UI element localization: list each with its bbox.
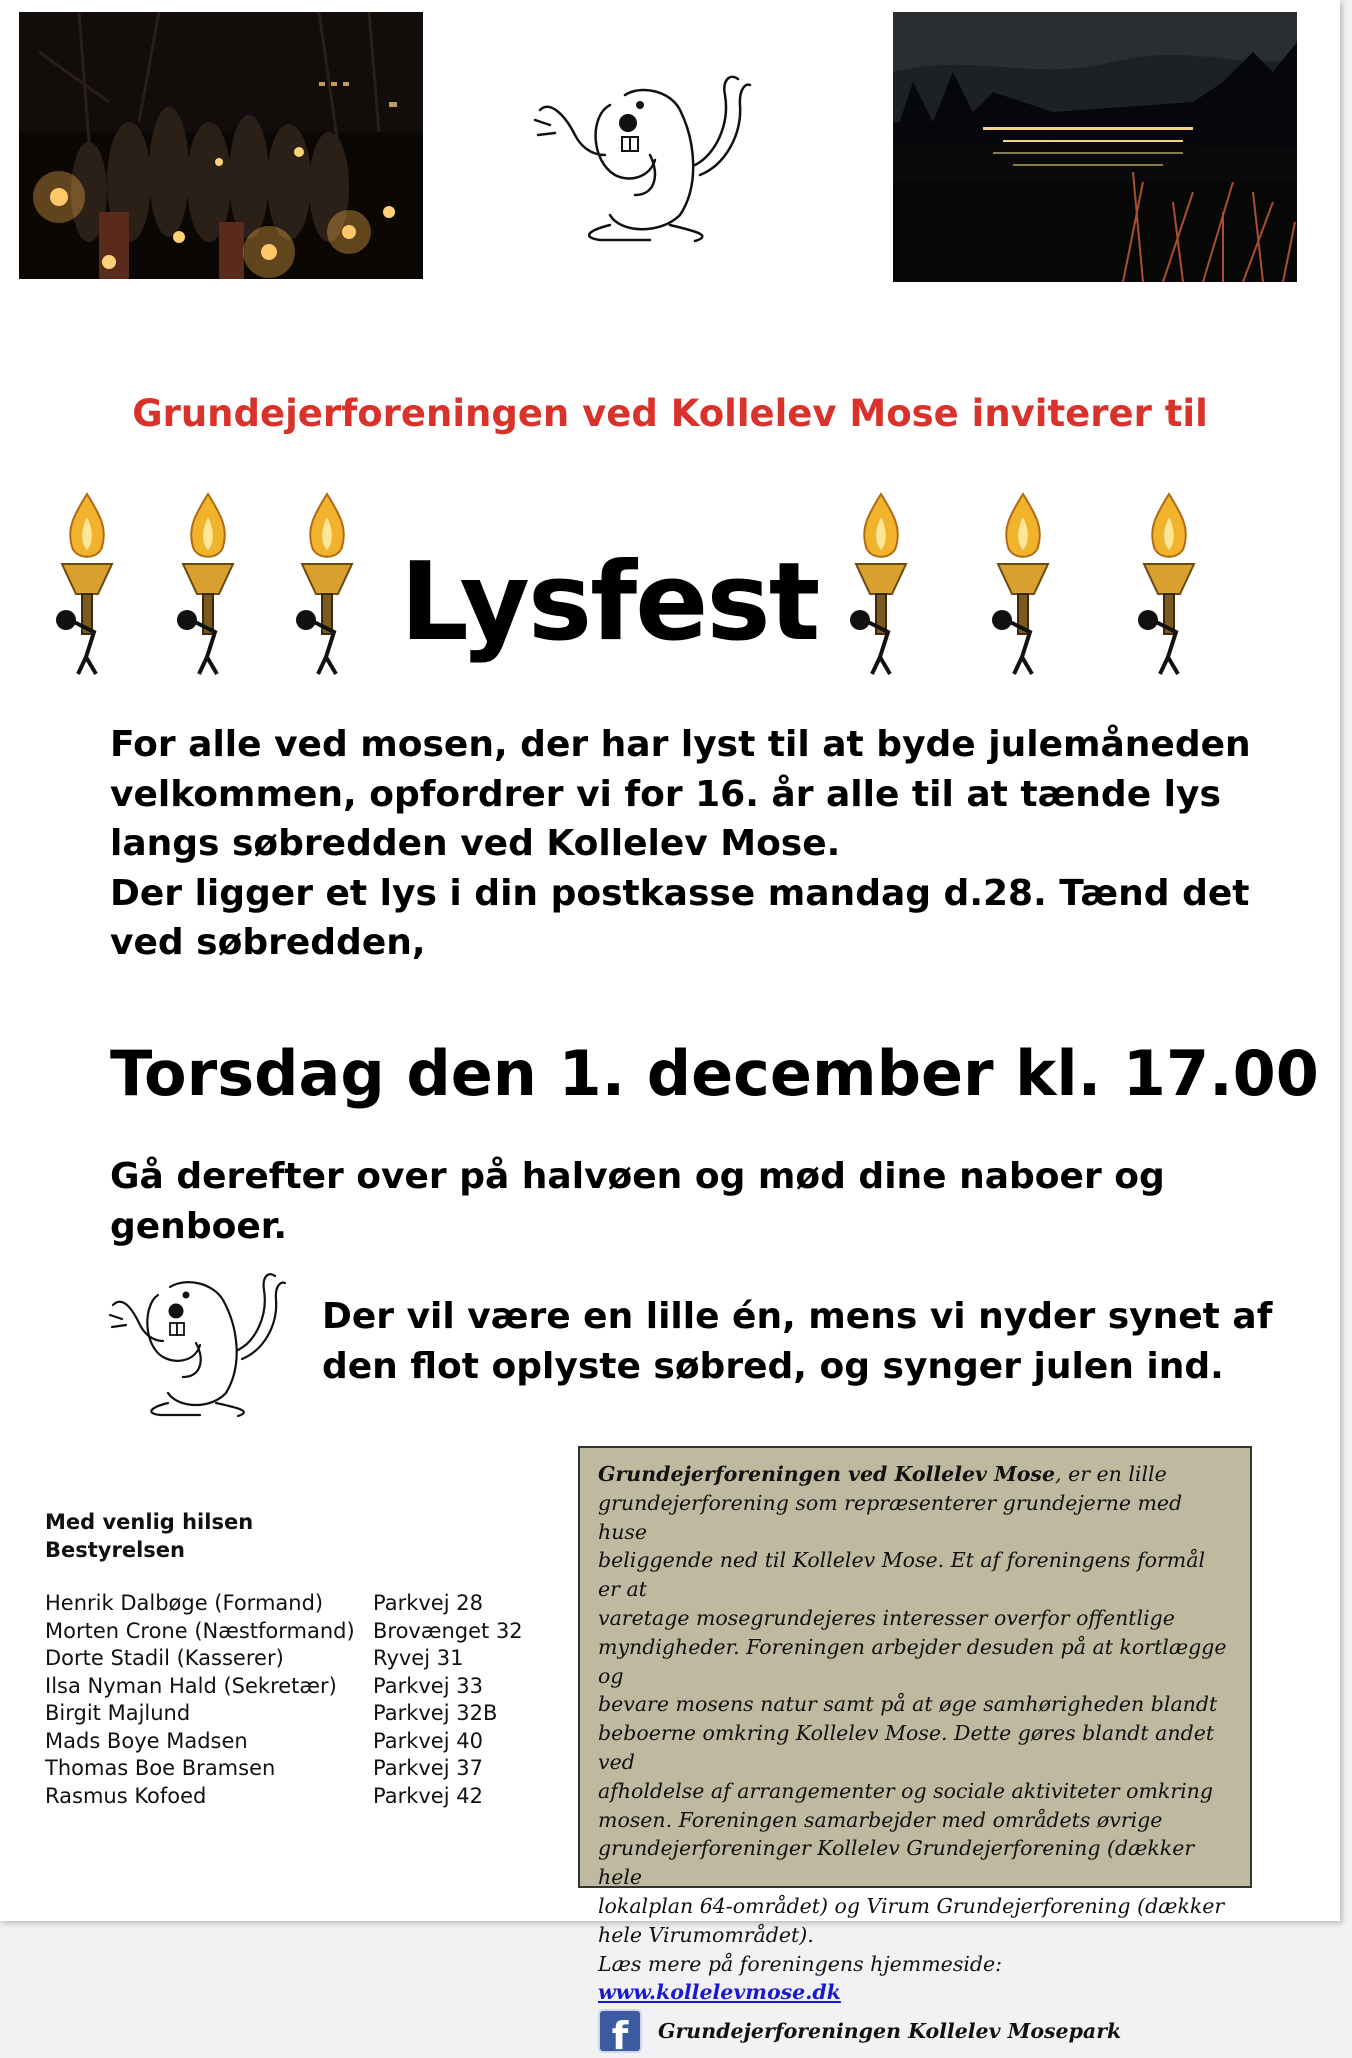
torch-icon [1136,492,1202,678]
board-line: Bestyrelsen [45,1538,185,1562]
signature-greeting [45,1508,253,1564]
invite-line: Grundejerforeningen ved Kollelev Mose inviterer til [132,392,1208,435]
member-name: Birgit Majlund [45,1701,191,1725]
list-item [45,1645,523,1673]
description-line: velkommen, opfordrer vi for 16. år alle til at tænde lys [110,773,1221,815]
member-name: Thomas Boe Bramsen [45,1756,276,1780]
info-line [598,1460,1232,1489]
event-after [110,1152,1260,1252]
member-address: Parkvej 42 [373,1783,483,1808]
facebook-icon[interactable]: f [598,2009,642,2053]
torch-icon [990,492,1056,678]
org-name: Grundejerforeningen ved Kollelev Mose [598,1462,1056,1486]
after-line: Gå derefter over på halvøen og mød dine naboer og [110,1156,1165,1197]
member-name: Rasmus Kofoed [45,1783,207,1808]
member-address: Parkvej 32B [373,1701,498,1725]
torch-icon [848,492,914,678]
info-line: grundejerforeninger Kollelev Grundejerforening (dækker hele [598,1836,1195,1890]
member-address: Ryvej 31 [373,1646,464,1670]
website-link[interactable]: www.kollelevmose.dk [598,1980,841,2005]
member-name: Henrik Dalbøge (Formand) [45,1591,324,1615]
list-item [45,1783,523,1811]
member-address: Parkvej 33 [373,1673,483,1698]
facebook-row[interactable] [598,2009,1232,2058]
list-item [45,1673,523,1701]
beaver-mascot-icon [530,65,760,245]
member-name: Ilsa Nyman Hald (Sekretær) [45,1673,337,1698]
member-name: Dorte Stadil (Kasserer) [45,1646,284,1670]
facebook-label[interactable]: Grundejerforeningen Kollelev Mosepark [658,2018,1122,2043]
event-description [110,720,1290,968]
board-members-list [45,1590,523,1810]
read-more-text: Læs mere på foreningens hjemmeside: [598,1951,1003,1976]
info-line: varetage mosegrundejeres interesser overfor offentlige [598,1605,1175,1630]
member-address: Brovænget 32 [373,1618,523,1643]
read-more-line [598,1950,1232,2008]
event-song [322,1292,1322,1392]
info-line: mosen. Foreningen samarbejder med områdets øvrige [598,1807,1163,1832]
member-address: Parkvej 28 [373,1591,483,1615]
list-item [45,1590,523,1618]
info-line: beboerne omkring Kollelev Mose. Dette gøres blandt andet ved [598,1721,1215,1774]
info-line: grundejerforening som repræsenterer grundejerne med huse [598,1490,1183,1544]
list-item [45,1618,523,1646]
info-line: lokalplan 64-området) og Virum Grundejerforening (dækker [598,1893,1225,1918]
photo-lake-night [893,12,1297,282]
description-line: langs søbredden ved Kollelev Mose. [110,823,841,864]
torch-icon [54,492,120,678]
event-title: Lysfest [400,540,819,665]
info-line: beliggende ned til Kollelev Mose. Et af foreningens formål er at [598,1548,1206,1602]
beaver-mascot-icon [108,1265,288,1420]
list-item [45,1728,523,1756]
song-line: den flot oplyste søbred, og synger julen ind. [322,1346,1224,1387]
member-name: Morten Crone (Næstformand) [45,1618,355,1643]
info-text: , er en lille [1055,1462,1167,1486]
list-item [45,1755,523,1783]
after-line: genboer. [110,1206,288,1247]
association-info-box [578,1446,1252,2058]
member-address: Parkvej 40 [373,1728,483,1753]
description-line: For alle ved mosen, der har lyst til at byde julemåneden [110,724,1251,765]
torch-icon [175,492,241,678]
greeting-line: Med venlig hilsen [45,1510,254,1534]
info-line: hele Virumområdet). [598,1922,814,1947]
info-line: bevare mosens natur samt på at øge samhørigheden blandt [598,1692,1218,1717]
torch-icon [294,492,360,678]
event-date: Torsdag den 1. december kl. 17.00 [110,1037,1319,1110]
song-line: Der vil være en lille én, mens vi nyder synet af [322,1296,1273,1337]
member-name: Mads Boye Madsen [45,1728,248,1753]
list-item [45,1700,523,1728]
info-line: myndigheder. Foreningen arbejder desuden på at kortlægge og [598,1634,1227,1688]
description-line: ved søbredden, [110,922,426,963]
info-line: afholdelse af arrangementer og sociale aktiviteter omkring [598,1778,1213,1803]
photo-candle-gathering [19,12,423,279]
member-address: Parkvej 37 [373,1756,483,1780]
description-line: Der ligger et lys i din postkasse mandag d.28. Tænd det [110,872,1250,914]
